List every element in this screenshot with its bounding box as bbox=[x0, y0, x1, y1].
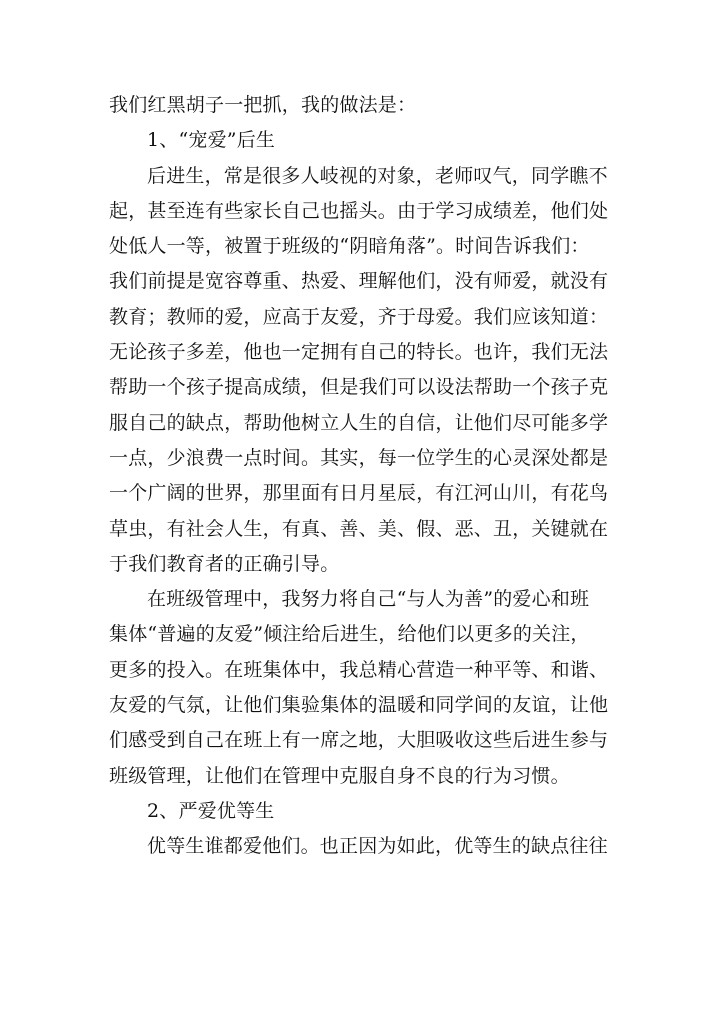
paragraph-1-line-6: 无论孩子多差，他也一定拥有自己的特长。也许，我们无法 bbox=[109, 341, 609, 364]
paragraph-1-line-7: 帮助一个孩子提高成绩，但是我们可以设法帮助一个孩子克 bbox=[109, 376, 609, 399]
paragraph-1-line-4: 我们前提是宽容尊重、热爱、理解他们，没有师爱，就没有 bbox=[109, 270, 609, 293]
paragraph-2-line-6: 班级管理，让他们在管理中克服自身不良的行为习惯。 bbox=[109, 764, 570, 787]
text-line-1: 我们红黑胡子一把抓，我的做法是： bbox=[109, 94, 417, 116]
paragraph-1-line-9: 一点，少浪费一点时间。其实，每一位学生的心灵深处都是 bbox=[109, 446, 609, 469]
paragraph-2-line-1: 在班级管理中，我努力将自己“与人为善”的爱心和班 bbox=[147, 588, 590, 611]
paragraph-1-line-11: 草虫，有社会人生，有真、善、美、假、恶、丑，关键就在 bbox=[109, 517, 609, 540]
paragraph-2-line-2: 集体“普遍的友爱”倾注给后进生，给他们以更多的关注， bbox=[109, 623, 590, 646]
paragraph-1-line-1: 后进生，常是很多人岐视的对象，老师叹气，同学瞧不 bbox=[147, 164, 608, 187]
paragraph-1-line-5: 教育；教师的爱，应高于友爱，齐于母爱。我们应该知道： bbox=[109, 305, 609, 328]
paragraph-1-line-12: 于我们教育者的正确引导。 bbox=[109, 552, 340, 575]
paragraph-1-line-3: 处低人一等，被置于班级的“阴暗角落”。时间告诉我们： bbox=[109, 235, 590, 258]
paragraph-1-line-8: 服自己的缺点，帮助他树立人生的自信，让他们尽可能多学 bbox=[109, 411, 609, 434]
paragraph-1-line-2: 起，甚至连有些家长自己也摇头。由于学习成绩差，他们处 bbox=[109, 199, 609, 222]
section-heading-2: 2、严爱优等生 bbox=[147, 799, 275, 822]
paragraph-2-line-4: 友爱的气氛，让他们集验集体的温暖和同学间的友谊，让他 bbox=[109, 694, 609, 717]
document-body bbox=[109, 88, 609, 865]
paragraph-2-line-5: 们感受到自己在班上有一席之地，大胆吸收这些后进生参与 bbox=[109, 729, 609, 752]
paragraph-2-line-3: 更多的投入。在班集体中，我总精心营造一种平等、和谐、 bbox=[109, 658, 609, 681]
paragraph-1-line-10: 一个广阔的世界，那里面有日月星辰，有江河山川，有花鸟 bbox=[109, 482, 609, 505]
section-heading-1: 1、“宠爱”后生 bbox=[147, 129, 276, 152]
paragraph-3-line-1: 优等生谁都爱他们。也正因为如此，优等生的缺点往往 bbox=[147, 835, 608, 858]
